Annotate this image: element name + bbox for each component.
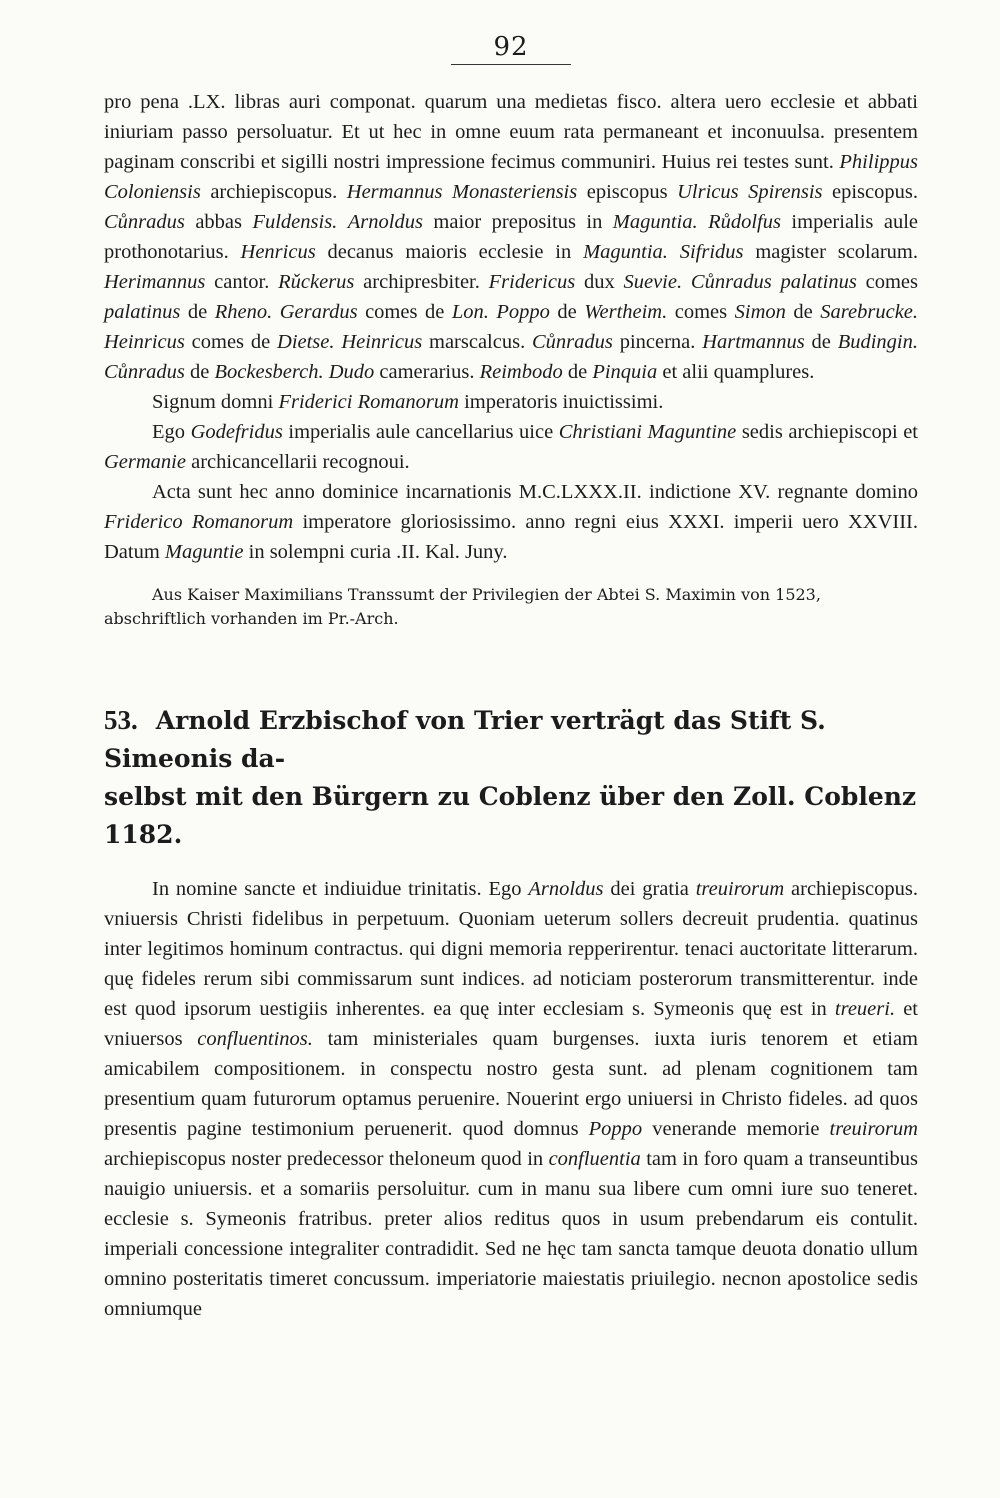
italic-name: Ulricus Spirensis xyxy=(677,181,823,203)
text-run: maior prepositus in xyxy=(422,211,613,233)
text-run: archiepiscopus noster predecessor theloneum quod in xyxy=(104,1148,549,1170)
text-run: marscalcus. xyxy=(422,331,532,353)
italic-name: Henricus xyxy=(240,241,316,263)
italic-name: Poppo xyxy=(588,1118,643,1140)
italic-name: Christiani Maguntine xyxy=(558,421,737,443)
text-run: et vniuersos xyxy=(104,998,918,1050)
doc1-dating xyxy=(104,477,918,567)
doc1-paragraph-witnesses xyxy=(104,87,918,387)
italic-name: Dudo xyxy=(328,361,375,383)
text-run: Acta sunt hec anno dominice incarnationis M.C.LXXX.II. indictione XV. regnante domino xyxy=(152,481,918,503)
text-run: imperialis aule prothonotarius. xyxy=(104,211,919,263)
italic-name: Philippus Coloniensis xyxy=(104,151,918,203)
italic-name: palatinus xyxy=(104,301,181,323)
italic-name: Poppo xyxy=(496,301,550,323)
text-run: imperatore gloriosissimo. anno regni eius XXXI. imperii uero XXVIII. Datum xyxy=(104,511,918,563)
italic-name: Arnoldus xyxy=(528,878,604,900)
text-run: imperatoris inuictissimi. xyxy=(458,391,664,413)
text-run: decanus maioris ecclesie in xyxy=(315,241,584,263)
italic-name: Godefridus xyxy=(190,421,283,443)
italic-name: Cůnradus xyxy=(104,361,185,383)
italic-name: Sifridus xyxy=(679,241,744,263)
doc1-recognition xyxy=(104,417,918,477)
heading-title-1: Arnold Erzbischof von Trier verträgt das Stift S. Simeonis da- xyxy=(104,706,826,773)
italic-name: Fuldensis. xyxy=(252,211,338,233)
doc1-signum xyxy=(104,387,918,417)
doc2-body xyxy=(104,874,918,1324)
italic-name: Fridericus xyxy=(488,271,576,293)
text-run: comes xyxy=(667,301,735,323)
text-run: camerarius. xyxy=(374,361,480,383)
text-run: de xyxy=(184,361,215,383)
text-run: cantor. xyxy=(205,271,279,293)
italic-name: Cůnradus xyxy=(532,331,613,353)
source-note: Aus Kaiser Maximilians Transsumt der Privilegien der Abtei S. Maximin von 1523, abschriftlich vorhanden im Pr.-Arch. xyxy=(104,585,821,628)
italic-name: Lon. xyxy=(451,301,489,323)
italic-name: Friderico Romanorum xyxy=(104,511,294,533)
text-run: de xyxy=(549,301,585,323)
text-run: de xyxy=(180,301,215,323)
italic-name: Friderici Romanorum xyxy=(278,391,459,413)
italic-name: Maguntie xyxy=(164,541,244,563)
text-run: sedis archiepiscopi et xyxy=(736,421,918,443)
italic-name: Arnoldus xyxy=(347,211,423,233)
heading-line-2: selbst mit den Bürgern zu Coblenz über den Zoll. Coblenz 1182. xyxy=(104,782,917,849)
italic-name: Dietse. xyxy=(277,331,335,353)
page xyxy=(104,30,918,1324)
text-run: Signum domni xyxy=(152,391,279,413)
text-run: de xyxy=(562,361,593,383)
text-run: archicancellarii recognoui. xyxy=(185,451,410,473)
text-run xyxy=(682,271,691,293)
italic-name: Budingin. xyxy=(837,331,918,353)
text-run: tam in foro quam a transeuntibus nauigio uniuersis. et a somariis persoluitur. cum in manu sua libere cum omni iure suo teneret. ecclesie s. Symeonis fratribus. preter alios reditus quos in usum prebendarum eis contulit. imperiali concessione integraliter contradidit. Sed ne hęc tam sancta tamque deuota donatio ullum omnino posteritatis timeret concussum. imperiatorie maiestatis priuilegio. necnon apostolice sedis omniumque xyxy=(104,1148,918,1320)
text-run xyxy=(698,211,708,233)
text-run: Ego xyxy=(152,421,191,443)
text-run: abbas xyxy=(184,211,253,233)
text-run: tam ministeriales quam burgenses. iuxta iuris tenorem et etiam amicabilem compositionem. in conspectu nostro gesta sunt. ad plenam cognitionem tam presentium quam futurorum optamus peruenire. Nouerint ergo uniuersi in Christo fideles. ad quos presentis pagine testimonium peruenerit. quod domnus xyxy=(104,1028,919,1140)
text-run: de xyxy=(785,301,821,323)
text-run: pincerna. xyxy=(612,331,703,353)
italic-name: Pinquia xyxy=(592,361,658,383)
text-run: venerande memorie xyxy=(642,1118,830,1140)
italic-name: Rǔckerus xyxy=(278,271,355,293)
text-run: dux xyxy=(575,271,624,293)
italic-name: confluentinos. xyxy=(197,1028,313,1050)
italic-name: Simon xyxy=(734,301,786,323)
page-number: 92 xyxy=(493,32,529,62)
text-run: imperialis aule cancellarius uice xyxy=(282,421,559,443)
text-run: comes de xyxy=(184,331,278,353)
italic-name: Cůnradus xyxy=(104,211,185,233)
italic-name: Maguntia. xyxy=(583,241,668,263)
text-run xyxy=(272,301,280,323)
text-run xyxy=(668,241,680,263)
italic-name: Cůnradus palatinus xyxy=(690,271,857,293)
text-run: episcopus xyxy=(577,181,678,203)
italic-name: Suevie. xyxy=(623,271,683,293)
text-run: archiepiscopus. vniuersis Christi fidelibus in perpetuum. Quoniam ueterum sollers decreuit prudentia. quatinus inter legitimos hominum contractus. qui digni memoria repperirentur. tenaci auctoritate litterarum. quę fideles rerum sibi commissarum sunt indices. ad noticiam posterorum transmitterentur. inde est quod ipsorum uestigiis inherentes. ea quę inter ecclesiam s. Symeonis quę est in xyxy=(104,878,918,1020)
italic-name: Hermannus Monasteriensis xyxy=(346,181,578,203)
text-run: dei gratia xyxy=(603,878,696,900)
italic-name: Heinricus xyxy=(104,331,185,353)
text-run: comes xyxy=(856,271,919,293)
heading-line-1 xyxy=(104,701,918,778)
italic-name: Wertheim. xyxy=(584,301,668,323)
italic-name: Maguntia. xyxy=(612,211,698,233)
page-number-rule xyxy=(451,64,571,65)
text-run: episcopus. xyxy=(822,181,918,203)
text-run xyxy=(337,211,347,233)
text-run: et alii quamplures. xyxy=(657,361,815,383)
document-heading xyxy=(104,701,918,854)
document-number: 53. xyxy=(104,705,138,735)
italic-name: Gerardus xyxy=(279,301,358,323)
italic-name: Heinricus xyxy=(341,331,423,353)
italic-name: Hartmannus xyxy=(702,331,805,353)
italic-name: confluentia xyxy=(548,1148,641,1170)
italic-name: Rheno. xyxy=(214,301,273,323)
italic-name: Růdolfus xyxy=(708,211,781,233)
italic-name: treuirorum xyxy=(695,878,785,900)
italic-name: Herimannus xyxy=(104,271,206,293)
italic-name: Sarebrucke. xyxy=(820,301,919,323)
text-run: pro pena .LX. libras auri componat. quarum una medietas fisco. altera uero ecclesie et abbati iniuriam passo persoluatur. Et ut hec in omne euum rata permaneant et inconuulsa. presentem paginam conscribi et sigilli nostri impressione fecimus communiri. Huius rei testes sunt. xyxy=(104,91,918,173)
text-run: de xyxy=(804,331,838,353)
text-run: archipresbiter. xyxy=(354,271,489,293)
italic-name: Germanie xyxy=(104,451,186,473)
italic-name: Reimbodo xyxy=(479,361,563,383)
text-run: in solempni curia .II. Kal. Juny. xyxy=(243,541,508,563)
text-run: comes de xyxy=(357,301,452,323)
italic-name: treueri. xyxy=(834,998,896,1020)
italic-name: treuirorum xyxy=(829,1118,918,1140)
text-run: archiepiscopus. xyxy=(200,181,347,203)
text-run: magister scolarum. xyxy=(743,241,918,263)
text-run: In nomine sancte et indiuidue trinitatis. Ego xyxy=(152,878,529,900)
italic-name: Bockesberch. xyxy=(214,361,324,383)
